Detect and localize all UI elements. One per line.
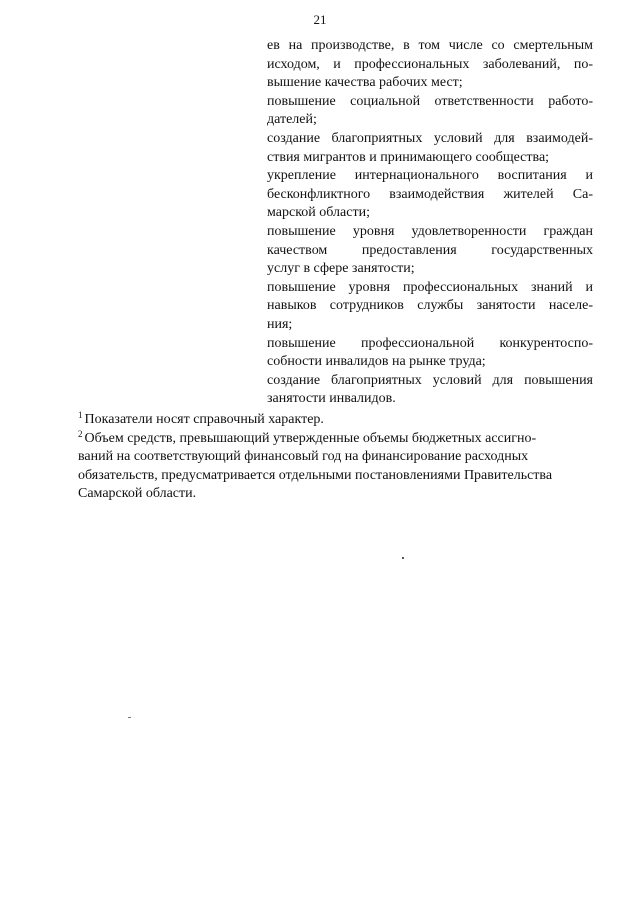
footnote-line — [78, 411, 598, 430]
footnote-text: обязательств, предусматривается отдельными постановлениями Правительства — [78, 467, 553, 483]
footnote-marker: 2 — [78, 428, 83, 439]
footnote-text: Показатели носят справочный характер. — [84, 412, 324, 427]
scan-mark — [128, 717, 131, 718]
result-line: ния; — [267, 316, 293, 332]
result-line: повышение социальной ответственности работо- — [267, 93, 593, 109]
footnote-line — [78, 430, 598, 449]
result-line: повышение уровня профессиональных знаний и — [267, 279, 593, 295]
result-line: услуг в сфере занятости; — [267, 261, 415, 277]
result-line: создание благоприятных условий для взаимодей- — [267, 130, 593, 146]
result-line: ствия мигрантов и принимающего сообщества; — [267, 149, 550, 165]
result-line: марской области; — [267, 205, 370, 221]
footnote — [78, 430, 598, 504]
footnotes — [78, 411, 598, 504]
page-number: 21 — [313, 12, 327, 27]
result-line: ев на производстве, в том числе со смертельным — [267, 38, 593, 53]
footnote-line — [78, 467, 598, 486]
expected-results-column — [267, 37, 593, 409]
scan-mark — [402, 557, 404, 559]
result-line: бесконфликтного взаимодействия жителей Са- — [267, 186, 593, 202]
result-line: укрепление интернационального воспитания и — [267, 168, 593, 184]
result-line: навыков сотрудников службы занятости населе- — [267, 298, 593, 314]
result-line: повышение профессиональной конкурентоспо- — [267, 335, 593, 351]
result-line: качеством предоставления государственных — [267, 242, 593, 258]
footnote-line — [78, 485, 598, 504]
result-line: создание благоприятных условий для повышения — [267, 372, 593, 388]
footnote-line — [78, 448, 598, 467]
result-line: повышение уровня удовлетворенности граждан — [267, 223, 593, 239]
result-line: вышение качества рабочих мест; — [267, 75, 463, 91]
result-line: собности инвалидов на рынке труда; — [267, 354, 486, 370]
footnote-text: Самарской области. — [78, 486, 197, 502]
footnote-marker: 1 — [78, 410, 83, 420]
footnote — [78, 411, 598, 430]
footnote-text: ваний на соответствующий финансовый год на финансирование расходных — [78, 449, 529, 465]
footnote-text: Объем средств, превышающий утвержденные объемы бюджетных ассигно- — [84, 430, 537, 446]
result-line: исходом, и профессиональных заболеваний, по- — [267, 56, 593, 72]
result-line: дателей; — [267, 112, 317, 128]
result-line: занятости инвалидов. — [267, 391, 396, 407]
